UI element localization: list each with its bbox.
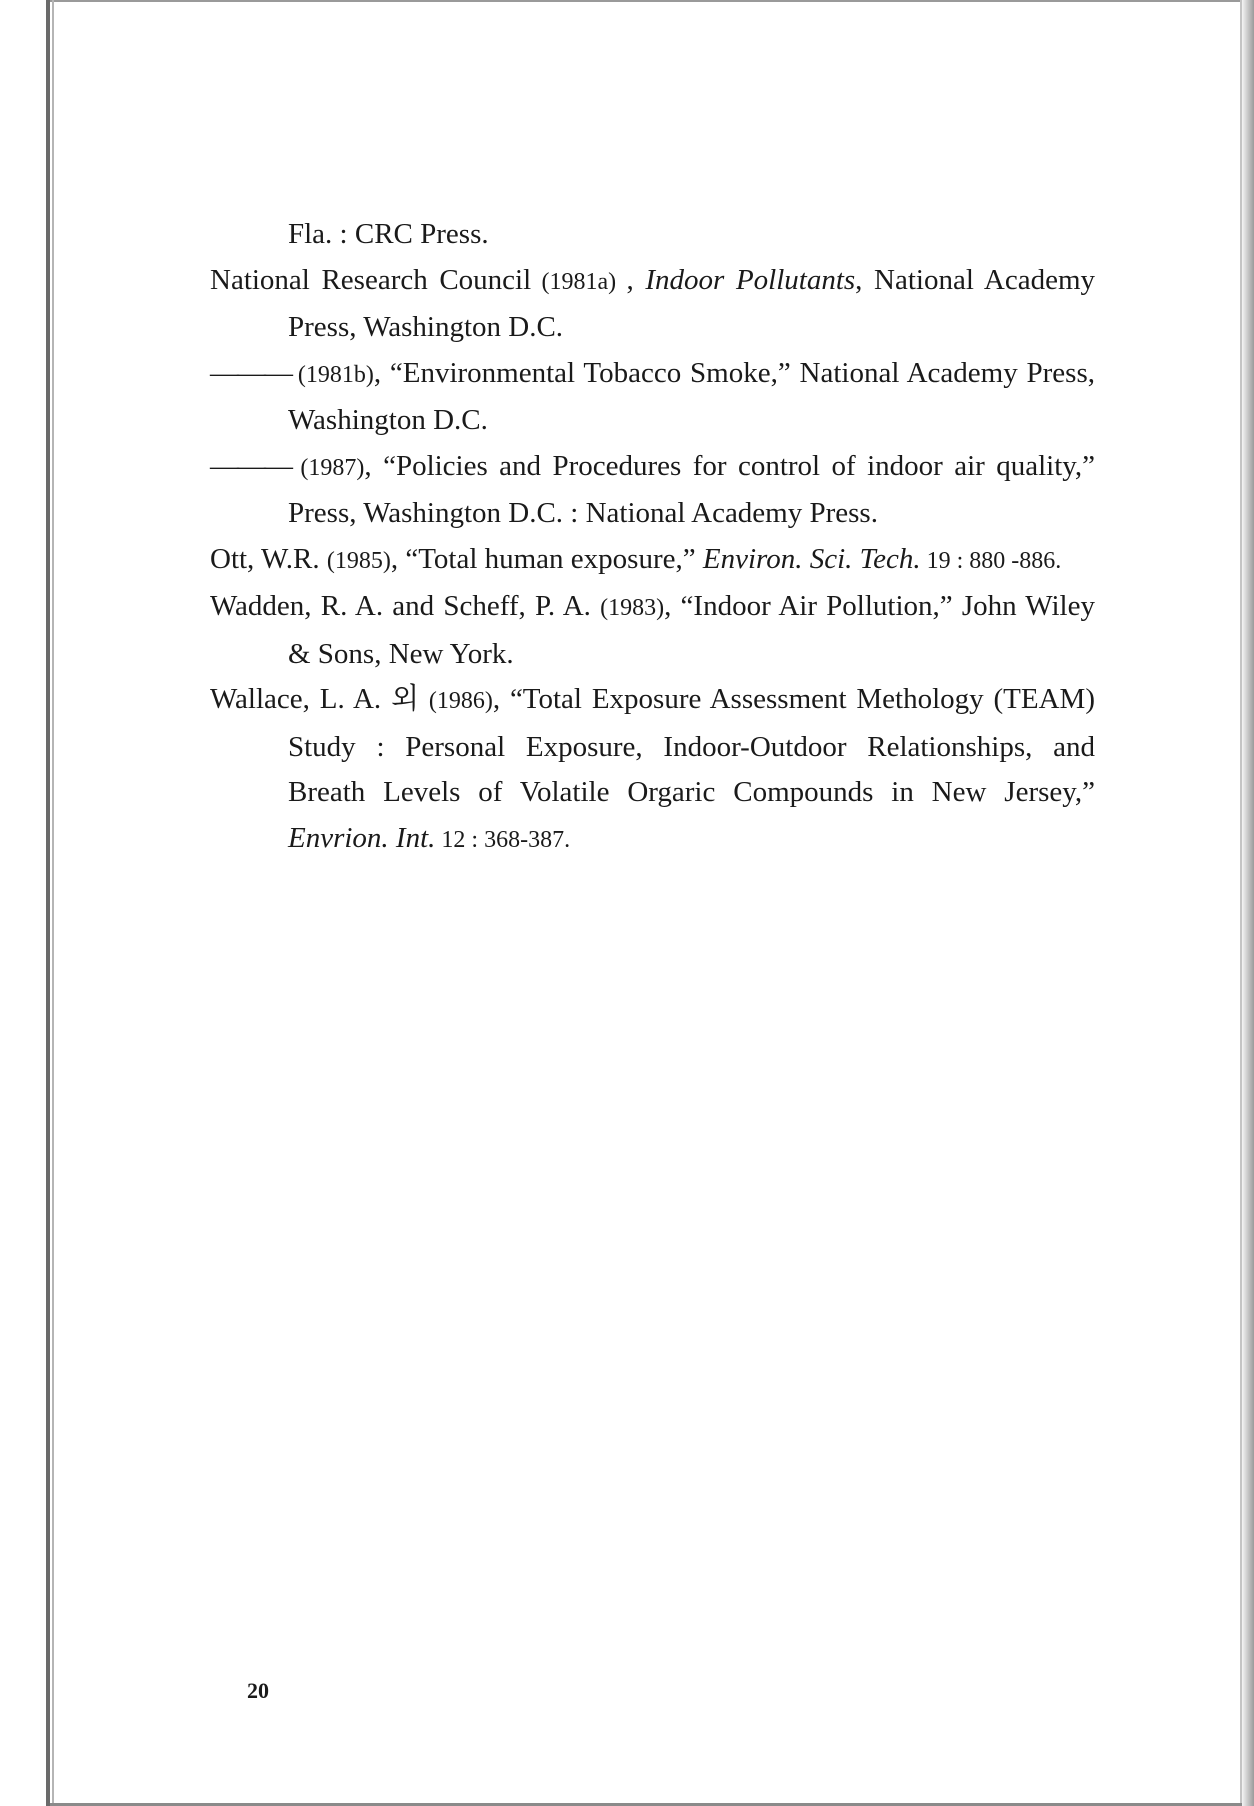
reference-journal: Envrion. Int. (288, 821, 436, 854)
reference-year: (1981b) (297, 361, 374, 388)
page-right-edge-shadow (1242, 0, 1254, 1806)
reference-continuation (210, 212, 1095, 258)
reference-entry-ott-1985 (210, 537, 1095, 585)
reference-details: , “Environmental Tobacco Smoke,” National Academy Press, Washington D.C. (288, 356, 1096, 436)
reference-journal: Environ. Sci. Tech. (702, 542, 921, 575)
reference-entry-wadden-1983 (210, 584, 1095, 677)
reference-author: Wadden, R. A. and Scheff, P. A. (210, 590, 601, 622)
reference-year: (1986) (428, 688, 493, 714)
reference-title: , “Total human exposure,” (390, 542, 703, 575)
reference-pages: 19 : 880 -886. (920, 547, 1062, 574)
reference-entry-nrc-1981a (210, 258, 1095, 351)
reference-entry-nrc-1987 (210, 444, 1095, 537)
page-number: 20 (247, 1678, 269, 1703)
reference-title: , “Total Exposure Assessment Methology (TEAM) Study : Personal Exposure, Indoor-Outdoor Relationships, and Breath Levels of Volatile Orgaric Compounds in New Jersey,” (288, 683, 1095, 808)
reference-pages: 12 : 368-387. (435, 826, 571, 853)
reference-author-dash: ——— (210, 356, 298, 389)
reference-year: (1985) (326, 547, 391, 574)
page-top-edge (50, 0, 1242, 2)
page-left-edge (46, 0, 50, 1806)
page-left-edge-inner (52, 0, 54, 1806)
reference-title: Indoor Pollutants (645, 263, 856, 296)
reference-year: (1981a) (531, 268, 627, 295)
reference-entry-wallace-1986 (210, 677, 1095, 863)
reference-author: Wallace, L. A. 외 (210, 683, 429, 715)
reference-entry-nrc-1981b (210, 351, 1095, 444)
reference-continuation-text: Fla. : CRC Press. (288, 218, 489, 250)
reference-year: (1987) (300, 454, 365, 481)
reference-details: , “Indoor Air Pollution,” John Wiley & Sons, New York. (288, 590, 1095, 670)
reference-year: (1983) (600, 595, 665, 621)
reference-author: National Research Council (210, 263, 532, 296)
reference-list (210, 212, 1095, 863)
reference-separator: , (626, 263, 646, 296)
reference-details: , “Policies and Procedures for control of indoor air quality,” Press, Washington D.C. : National Academy Press. (288, 449, 1095, 529)
reference-author-dash: ——— (210, 449, 301, 482)
reference-author: Ott, W.R. (210, 542, 327, 575)
reference-publisher: , National Academy Press, Washington D.C. (288, 263, 1096, 343)
